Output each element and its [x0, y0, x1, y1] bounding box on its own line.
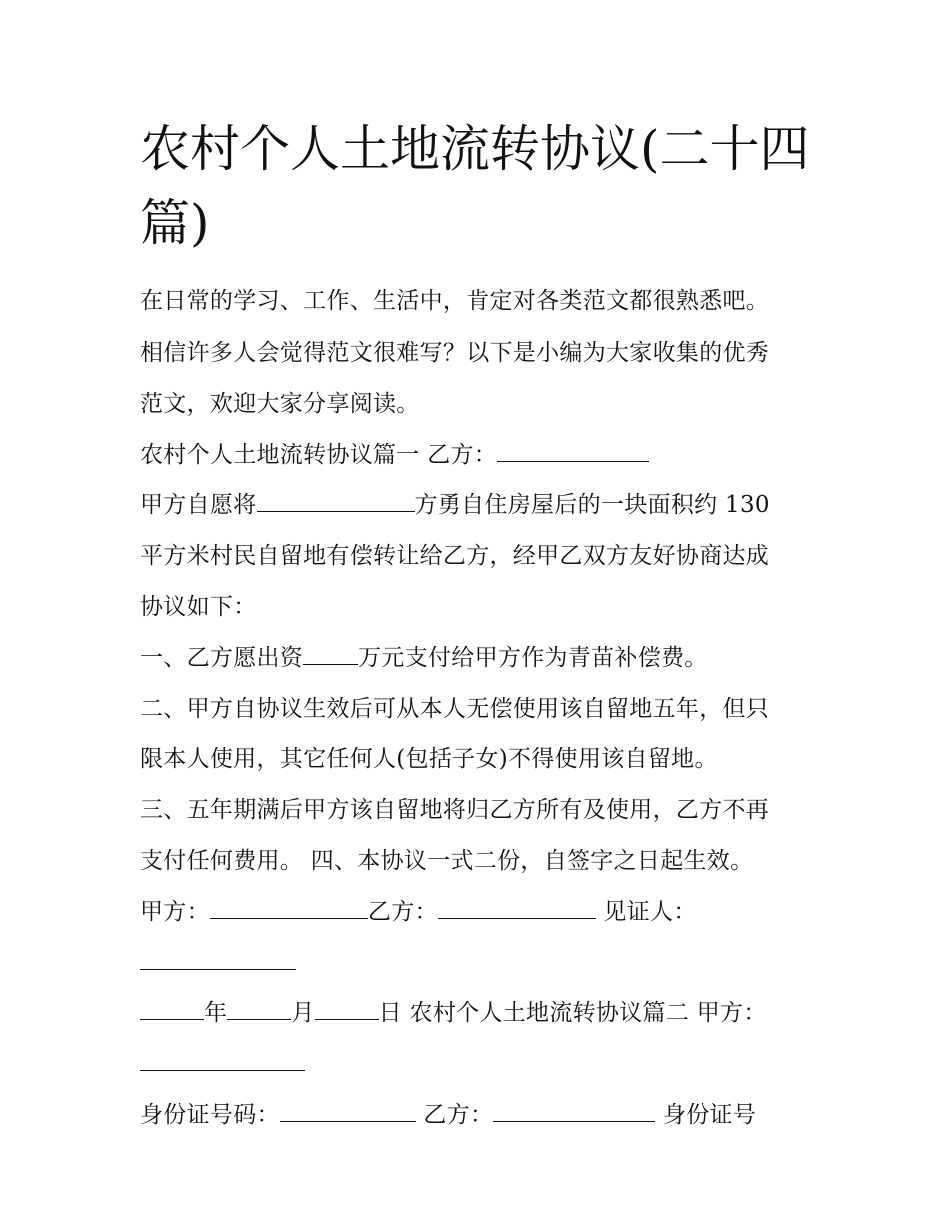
text-line: [140, 1049, 305, 1079]
witness-label: 见证人：: [595, 899, 697, 925]
text-line: [140, 744, 718, 774]
id-number-label: 身份证号码：: [140, 1102, 280, 1128]
id-number-label: 身份证号: [655, 1102, 757, 1128]
text-line: [140, 1100, 756, 1130]
line-text: 在日常的学习、工作、生活中，肯定对各类范文都很熟悉吧。: [140, 288, 770, 314]
party-a-label: 甲方：: [140, 899, 210, 925]
fill-in-blank: [280, 1101, 416, 1122]
text-line: [140, 592, 257, 622]
line-text: 万元支付给甲方作为青苗补偿费。: [358, 645, 708, 671]
line-text: 日 农村个人土地流转协议篇二 甲方：: [378, 1000, 767, 1026]
date-line: [140, 998, 767, 1028]
fill-in-blank: [493, 1101, 655, 1122]
line-text: 相信许多人会觉得范文很难写？以下是小编为大家收集的优秀: [140, 340, 770, 366]
text-line: [140, 338, 769, 368]
month-label: 月: [291, 1000, 315, 1026]
line-text: 一、乙方愿出资: [140, 645, 304, 671]
fill-in-blank: [257, 491, 415, 512]
line-text: 平方米村民自留地有偿转让给乙方，经甲乙双方友好协商达成: [140, 543, 770, 569]
text-line: [140, 541, 769, 571]
document-title: 农村个人土地流转协议(二十四篇): [140, 120, 810, 252]
line-text: 范文，欢迎大家分享阅读。: [140, 391, 420, 417]
party-b-label: 乙方：: [415, 1102, 494, 1128]
text-line: [140, 694, 769, 724]
text-line: [140, 286, 769, 316]
line-text: 限本人使用，其它任何人(包括子女)不得使用该自留地。: [140, 746, 718, 772]
fill-in-blank: [210, 898, 368, 919]
line-text: 方勇自住房屋后的一块面积约 130: [414, 492, 770, 518]
line-text: 二、甲方自协议生效后可从本人无偿使用该自留地五年，但只: [140, 696, 770, 722]
fill-in-blank: [227, 999, 291, 1020]
line-text: 支付任何费用。 四、本协议一式二份，自签字之日起生效。: [140, 848, 754, 874]
text-line: [140, 389, 420, 419]
line-text: 三、五年期满后甲方该自留地将归乙方所有及使用，乙方不再: [140, 797, 770, 823]
fill-in-blank: [140, 999, 204, 1020]
fill-in-blank: [140, 949, 296, 970]
party-b-label: 乙方：: [367, 899, 438, 925]
fill-in-blank: [438, 898, 596, 919]
text-line: [140, 440, 649, 470]
text-line: [140, 490, 770, 520]
text-line: [140, 948, 296, 978]
text-line: [140, 643, 708, 673]
fill-in-blank: [497, 441, 649, 462]
fill-in-blank: [303, 644, 358, 665]
line-text: 甲方自愿将: [140, 492, 257, 518]
text-line: [140, 846, 753, 876]
line-text: 协议如下：: [140, 594, 257, 620]
line-text: 农村个人土地流转协议篇一 乙方：: [140, 442, 498, 468]
text-line: [140, 795, 769, 825]
signature-line: [140, 897, 697, 927]
year-label: 年: [204, 1000, 228, 1026]
fill-in-blank: [315, 999, 379, 1020]
fill-in-blank: [140, 1050, 305, 1071]
